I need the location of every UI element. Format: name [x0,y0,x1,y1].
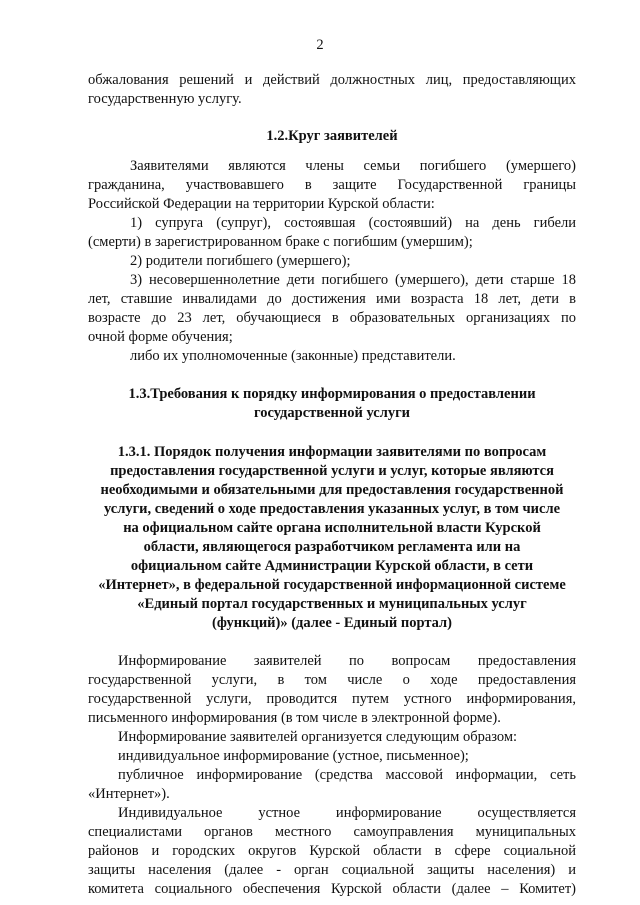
intro-line-1: обжалования решений и действий должностных лиц, предоставляющих [88,72,576,88]
para-line: публичное информирование (средства массовой информации, сеть [118,767,576,783]
section-1-3-1-heading-line: 1.3.1. Порядок получения информации заявителями по вопросам [117,444,547,460]
para-line: Информирование заявителей организуется следующим образом: [118,729,518,745]
section-1-3-1-heading-line: необходимыми и обязательными для предоставления государственной [100,482,564,498]
para-line: государственной услуги, проводится путем устного информирования, [88,691,576,707]
section-1-3-heading-line-2: государственной услуги [253,405,411,421]
para-line: либо их уполномоченные (законные) представители. [130,348,456,364]
section-1-3-1-heading-line: на официальном сайте органа исполнительной власти Курской [123,520,541,536]
para-line: Информирование заявителей по вопросам предоставления [118,653,576,669]
para-line: Индивидуальное устное информирование осуществляется [118,805,576,821]
para-line: защиты населения (далее - орган социальной защиты населения) и [88,862,576,878]
section-1-3-1-heading-line: «Интернет», в федеральной государственной информационной системе [98,577,566,593]
para-line: районов и городских округов Курской области в сфере социальной [88,843,576,859]
section-1-3-1-heading-line: области, являющегося разработчиком регламента или на [143,539,521,555]
para-line: 3) несовершеннолетние дети погибшего (умершего), дети старше 18 [130,272,576,288]
para-line: «Интернет»). [88,786,170,802]
para-line: 1) супруга (супруг), состоявшая (состоявший) на день гибели [130,215,576,231]
page-number: 2 [316,37,324,53]
para-line: возрасте до 23 лет, обучающиеся в образовательных организациях по [88,310,576,326]
para-line: индивидуальное информирование (устное, письменное); [118,748,469,764]
para-line: (смерти) в зарегистрированном браке с погибшим (умершим); [88,234,473,250]
para-line: комитета социального обеспечения Курской области (далее – Комитет) [88,881,576,897]
para-line: специалистами органов местного самоуправления муниципальных [88,824,576,840]
para-line: 2) родители погибшего (умершего); [130,253,351,269]
section-1-3-1-heading-line: официальном сайте Администрации Курской области, в сети [130,558,534,574]
section-1-3-heading-line-1: 1.3.Требования к порядку информирования о предоставлении [128,386,536,402]
section-1-3-1-heading-line: предоставления государственной услуги и услуг, которые являются [110,463,554,479]
section-1-3-1-heading-line: (функций)» (далее - Единый портал) [212,615,452,631]
para-line: очной форме обучения; [88,329,233,345]
para-line: государственной услуги, в том числе о ходе предоставления [88,672,576,688]
para-line: лет, ставшие инвалидами до достижения ими возраста 18 лет, дети в [88,291,576,307]
section-1-2-heading: 1.2.Круг заявителей [266,128,398,144]
section-1-3-1-heading-line: услуги, сведений о ходе предоставления указанных услуг, в том числе [103,501,561,517]
section-1-3-1-heading-line: «Единый портал государственных и муниципальных услуг [137,596,527,612]
para-line: письменного информирования (в том числе в электронной форме). [88,710,501,726]
para-line: Заявителями являются члены семьи погибшего (умершего) [130,158,576,174]
para-line: Российской Федерации на территории Курской области: [88,196,435,212]
para-line: гражданина, участвовавшего в защите Государственной границы [88,177,576,193]
intro-line-2: государственную услугу. [88,91,242,107]
